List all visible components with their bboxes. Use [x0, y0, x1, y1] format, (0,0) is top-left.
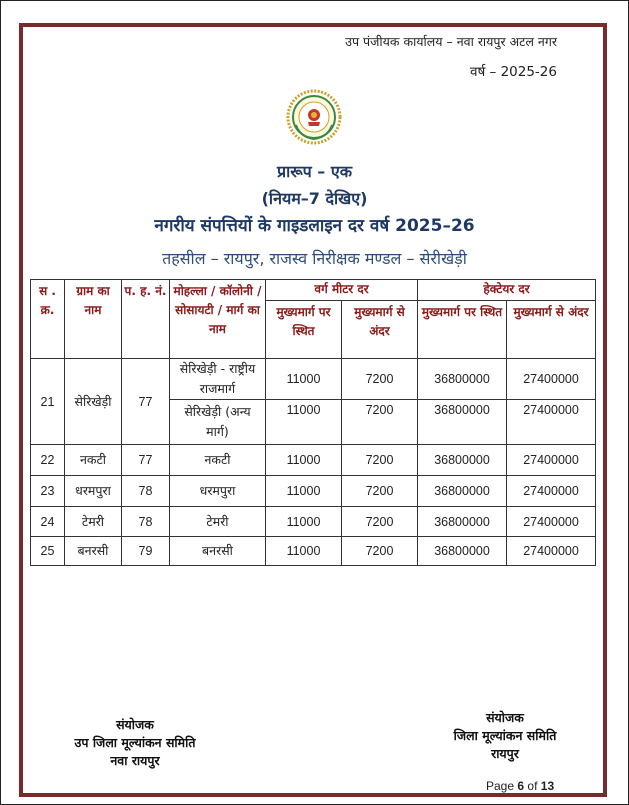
col-sqm-inside: मुख्यमार्ग से अंदर — [342, 301, 418, 359]
signature-place: रायपुर — [491, 746, 519, 761]
table-row — [31, 537, 596, 566]
cell-sqm-main: 11000 — [266, 400, 342, 445]
col-sqm-on-main: मुख्यमार्ग पर स्थित — [266, 301, 342, 359]
col-ha-inside: मुख्यमार्ग से अंदर — [507, 301, 596, 359]
signature-committee: उप जिला मूल्यांकन समिति — [74, 735, 196, 750]
guideline-rate-table — [30, 279, 596, 566]
cell-ha-inside: 27400000 — [507, 507, 596, 537]
cell-sqm-inside: 7200 — [342, 507, 418, 537]
col-group-hectare: हेक्टेयर दर — [418, 280, 596, 301]
cell-serial: 24 — [31, 507, 65, 537]
cell-ha-main: 36800000 — [418, 537, 507, 566]
cell-sqm-main: 11000 — [266, 537, 342, 566]
cell-sqm-inside: 7200 — [342, 537, 418, 566]
cell-village: टेमरी — [65, 507, 122, 537]
cell-village: बनरसी — [65, 537, 122, 566]
col-group-sqm: वर्ग मीटर दर — [266, 280, 418, 301]
cell-locality: बनरसी — [170, 537, 266, 566]
cell-sqm-main: 11000 — [266, 507, 342, 537]
page-prefix: Page — [486, 779, 515, 793]
cell-locality: धरमपुरा — [170, 476, 266, 507]
col-ha-on-main: मुख्यमार्ग पर स्थित — [418, 301, 507, 359]
signature-block-sub-district — [50, 716, 220, 770]
page-current: 6 — [517, 779, 525, 793]
cell-locality: सेरिखेड़ी - राष्ट्रीय राजमार्ग — [170, 359, 266, 400]
cell-sqm-main: 11000 — [266, 476, 342, 507]
col-village: ग्राम का नाम — [65, 280, 122, 359]
cell-ha-inside: 27400000 — [507, 537, 596, 566]
cell-ha-inside: 27400000 — [507, 400, 596, 445]
cell-ha-main: 36800000 — [418, 359, 507, 400]
signature-block-district — [430, 709, 580, 763]
cell-sqm-main: 11000 — [266, 359, 342, 400]
signature-place: नवा रायपुर — [110, 753, 160, 768]
table-row — [31, 359, 596, 400]
cell-sqm-main: 11000 — [266, 445, 342, 476]
cell-serial: 21 — [31, 359, 65, 445]
cell-sqm-inside: 7200 — [342, 445, 418, 476]
cell-locality: टेमरी — [170, 507, 266, 537]
state-emblem-icon — [286, 89, 342, 145]
cell-ha-inside: 27400000 — [507, 476, 596, 507]
cell-ha-main: 36800000 — [418, 507, 507, 537]
table-row — [31, 476, 596, 507]
form-title: प्रारूप – एक — [276, 162, 353, 181]
cell-locality: नकटी — [170, 445, 266, 476]
cell-village: नकटी — [65, 445, 122, 476]
document-year: वर्ष – 2025-26 — [469, 64, 557, 80]
col-serial: स . क्र. — [31, 280, 65, 359]
cell-serial: 25 — [31, 537, 65, 566]
office-name: उप पंजीयक कार्यालय – नवा रायपुर अटल नगर — [345, 34, 557, 49]
cell-sqm-inside: 7200 — [342, 476, 418, 507]
col-ph-no: प. ह. नं. — [122, 280, 170, 359]
cell-village: सेरिखेड़ी — [65, 359, 122, 445]
cell-sqm-inside: 7200 — [342, 359, 418, 400]
cell-sqm-inside: 7200 — [342, 400, 418, 445]
signature-title: संयोजक — [116, 717, 154, 732]
cell-ph-no: 78 — [122, 476, 170, 507]
signature-title: संयोजक — [486, 710, 524, 725]
page-total: 13 — [540, 779, 555, 793]
tehsil-subtitle: तहसील – रायपुर, राजस्व निरीक्षक मण्डल – सेरीखेड़ी — [162, 249, 467, 268]
cell-serial: 23 — [31, 476, 65, 507]
signature-committee: जिला मूल्यांकन समिति — [453, 728, 557, 743]
cell-ph-no: 79 — [122, 537, 170, 566]
cell-ha-main: 36800000 — [418, 476, 507, 507]
cell-village: धरमपुरा — [65, 476, 122, 507]
rule-reference: (नियम–7 देखिए) — [261, 189, 368, 208]
cell-locality: सेरिखेड़ी (अन्य मार्ग) — [170, 400, 266, 445]
cell-serial: 22 — [31, 445, 65, 476]
cell-ha-main: 36800000 — [418, 400, 507, 445]
table-row — [31, 445, 596, 476]
document-title: नगरीय संपत्तियों के गाइडलाइन दर वर्ष 2025–26 — [154, 216, 475, 236]
page-number — [486, 779, 554, 793]
cell-ph-no: 77 — [122, 445, 170, 476]
table-row — [31, 507, 596, 537]
cell-ha-main: 36800000 — [418, 445, 507, 476]
col-locality: मोहल्ला / कॉलोनी / सोसायटी / मार्ग का नाम — [170, 280, 266, 359]
cell-ph-no: 78 — [122, 507, 170, 537]
cell-ph-no: 77 — [122, 359, 170, 445]
cell-ha-inside: 27400000 — [507, 359, 596, 400]
cell-ha-inside: 27400000 — [507, 445, 596, 476]
page-of: of — [527, 779, 538, 793]
